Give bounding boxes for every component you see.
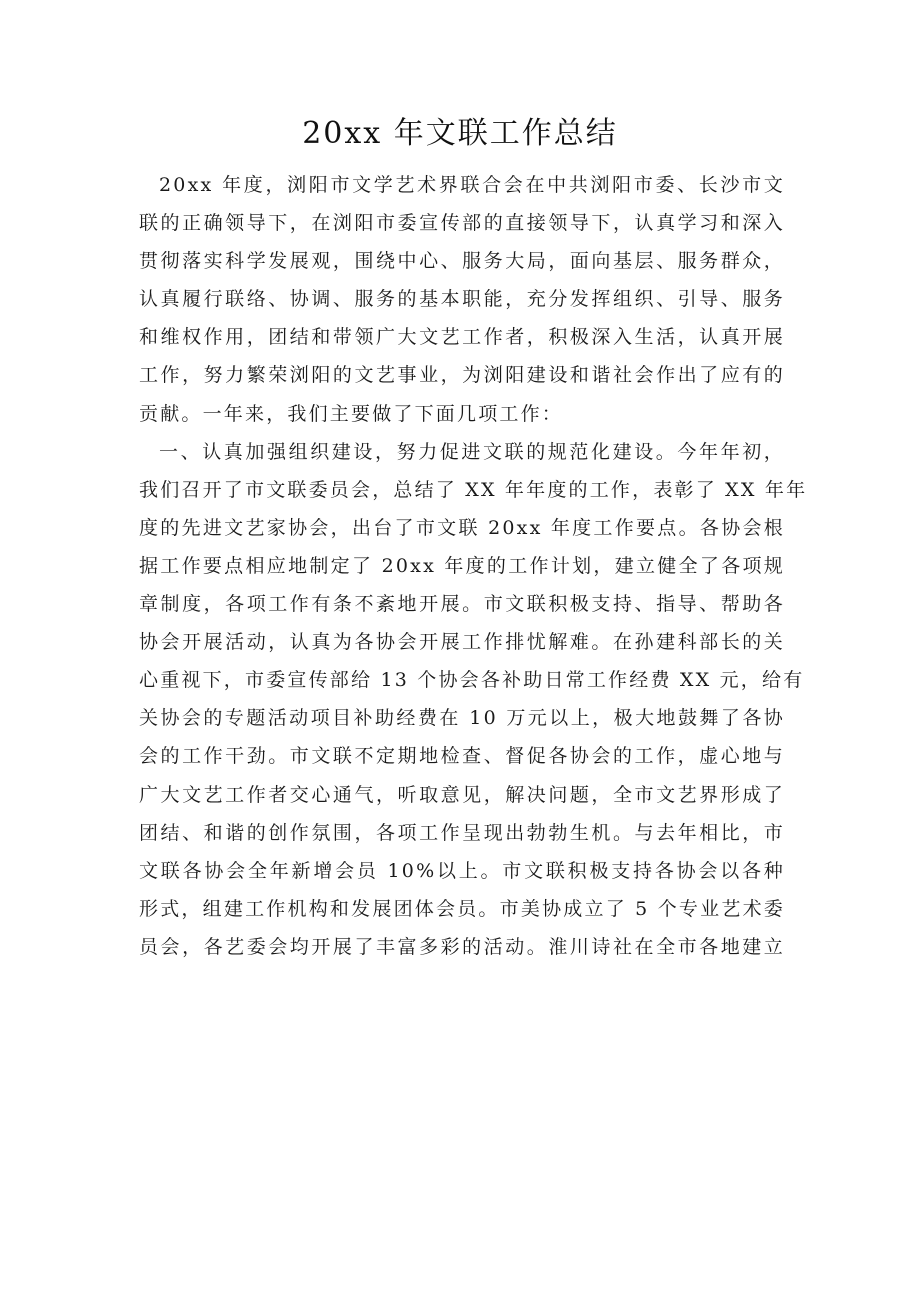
section-heading-line: 一、认真加强组织建设，努力促进文联的规范化建设。今年年初，: [159, 440, 785, 463]
paragraph-line: 心重视下，市委宣传部给 13 个协会各补助日常工作经费 XX 元，给有: [139, 669, 805, 692]
paragraph-line: 形式，组建工作机构和发展团体会员。市美协成立了 5 个专业艺术委: [139, 897, 785, 920]
paragraph-line: 章制度，各项工作有条不紊地开展。市文联积极支持、指导、帮助各: [139, 593, 785, 616]
paragraph-line: 和维权作用，团结和带领广大文艺工作者，积极深入生活，认真开展: [139, 326, 785, 349]
paragraph-line: 认真履行联络、协调、服务的基本职能，充分发挥组织、引导、服务: [139, 288, 785, 311]
paragraph-line: 关协会的专题活动项目补助经费在 10 万元以上，极大地鼓舞了各协: [139, 707, 785, 730]
document-body: [139, 166, 808, 966]
paragraph-line: 团结、和谐的创作氛围，各项工作呈现出勃勃生机。与去年相比，市: [139, 821, 785, 844]
paragraph-line: 工作，努力繁荣浏阳的文艺事业，为浏阳建设和谐社会作出了应有的: [139, 364, 785, 387]
paragraph-line: 会的工作干劲。市文联不定期地检查、督促各协会的工作，虚心地与: [139, 745, 785, 768]
paragraph-line: 贯彻落实科学发展观，围绕中心、服务大局，面向基层、服务群众，: [139, 250, 785, 273]
paragraph-line: 20xx 年度，浏阳市文学艺术界联合会在中共浏阳市委、长沙市文: [159, 174, 785, 196]
paragraph-line: 协会开展活动，认真为各协会开展工作排忧解难。在孙建科部长的关: [139, 631, 785, 654]
paragraph-line: 据工作要点相应地制定了 20xx 年度的工作计划，建立健全了各项规: [139, 554, 785, 577]
paragraph-line: 员会，各艺委会均开展了丰富多彩的活动。淮川诗社在全市各地建立: [139, 935, 785, 958]
paragraph-line: 我们召开了市文联委员会，总结了 XX 年年度的工作，表彰了 XX 年年: [139, 478, 808, 501]
paragraph-line: 联的正确领导下，在浏阳市委宣传部的直接领导下，认真学习和深入: [139, 212, 785, 235]
paragraph-line: 文联各协会全年新增会员 10%以上。市文联积极支持各协会以各种: [139, 859, 785, 882]
paragraph-line: 贡献。一年来，我们主要做了下面几项工作：: [139, 402, 564, 425]
paragraph-line: 度的先进文艺家协会，出台了市文联 20xx 年度工作要点。各协会根: [139, 516, 785, 539]
paragraph-line: 广大文艺工作者交心通气，听取意见，解决问题，全市文艺界形成了: [139, 783, 785, 806]
document-title: 20xx 年文联工作总结: [302, 116, 618, 151]
